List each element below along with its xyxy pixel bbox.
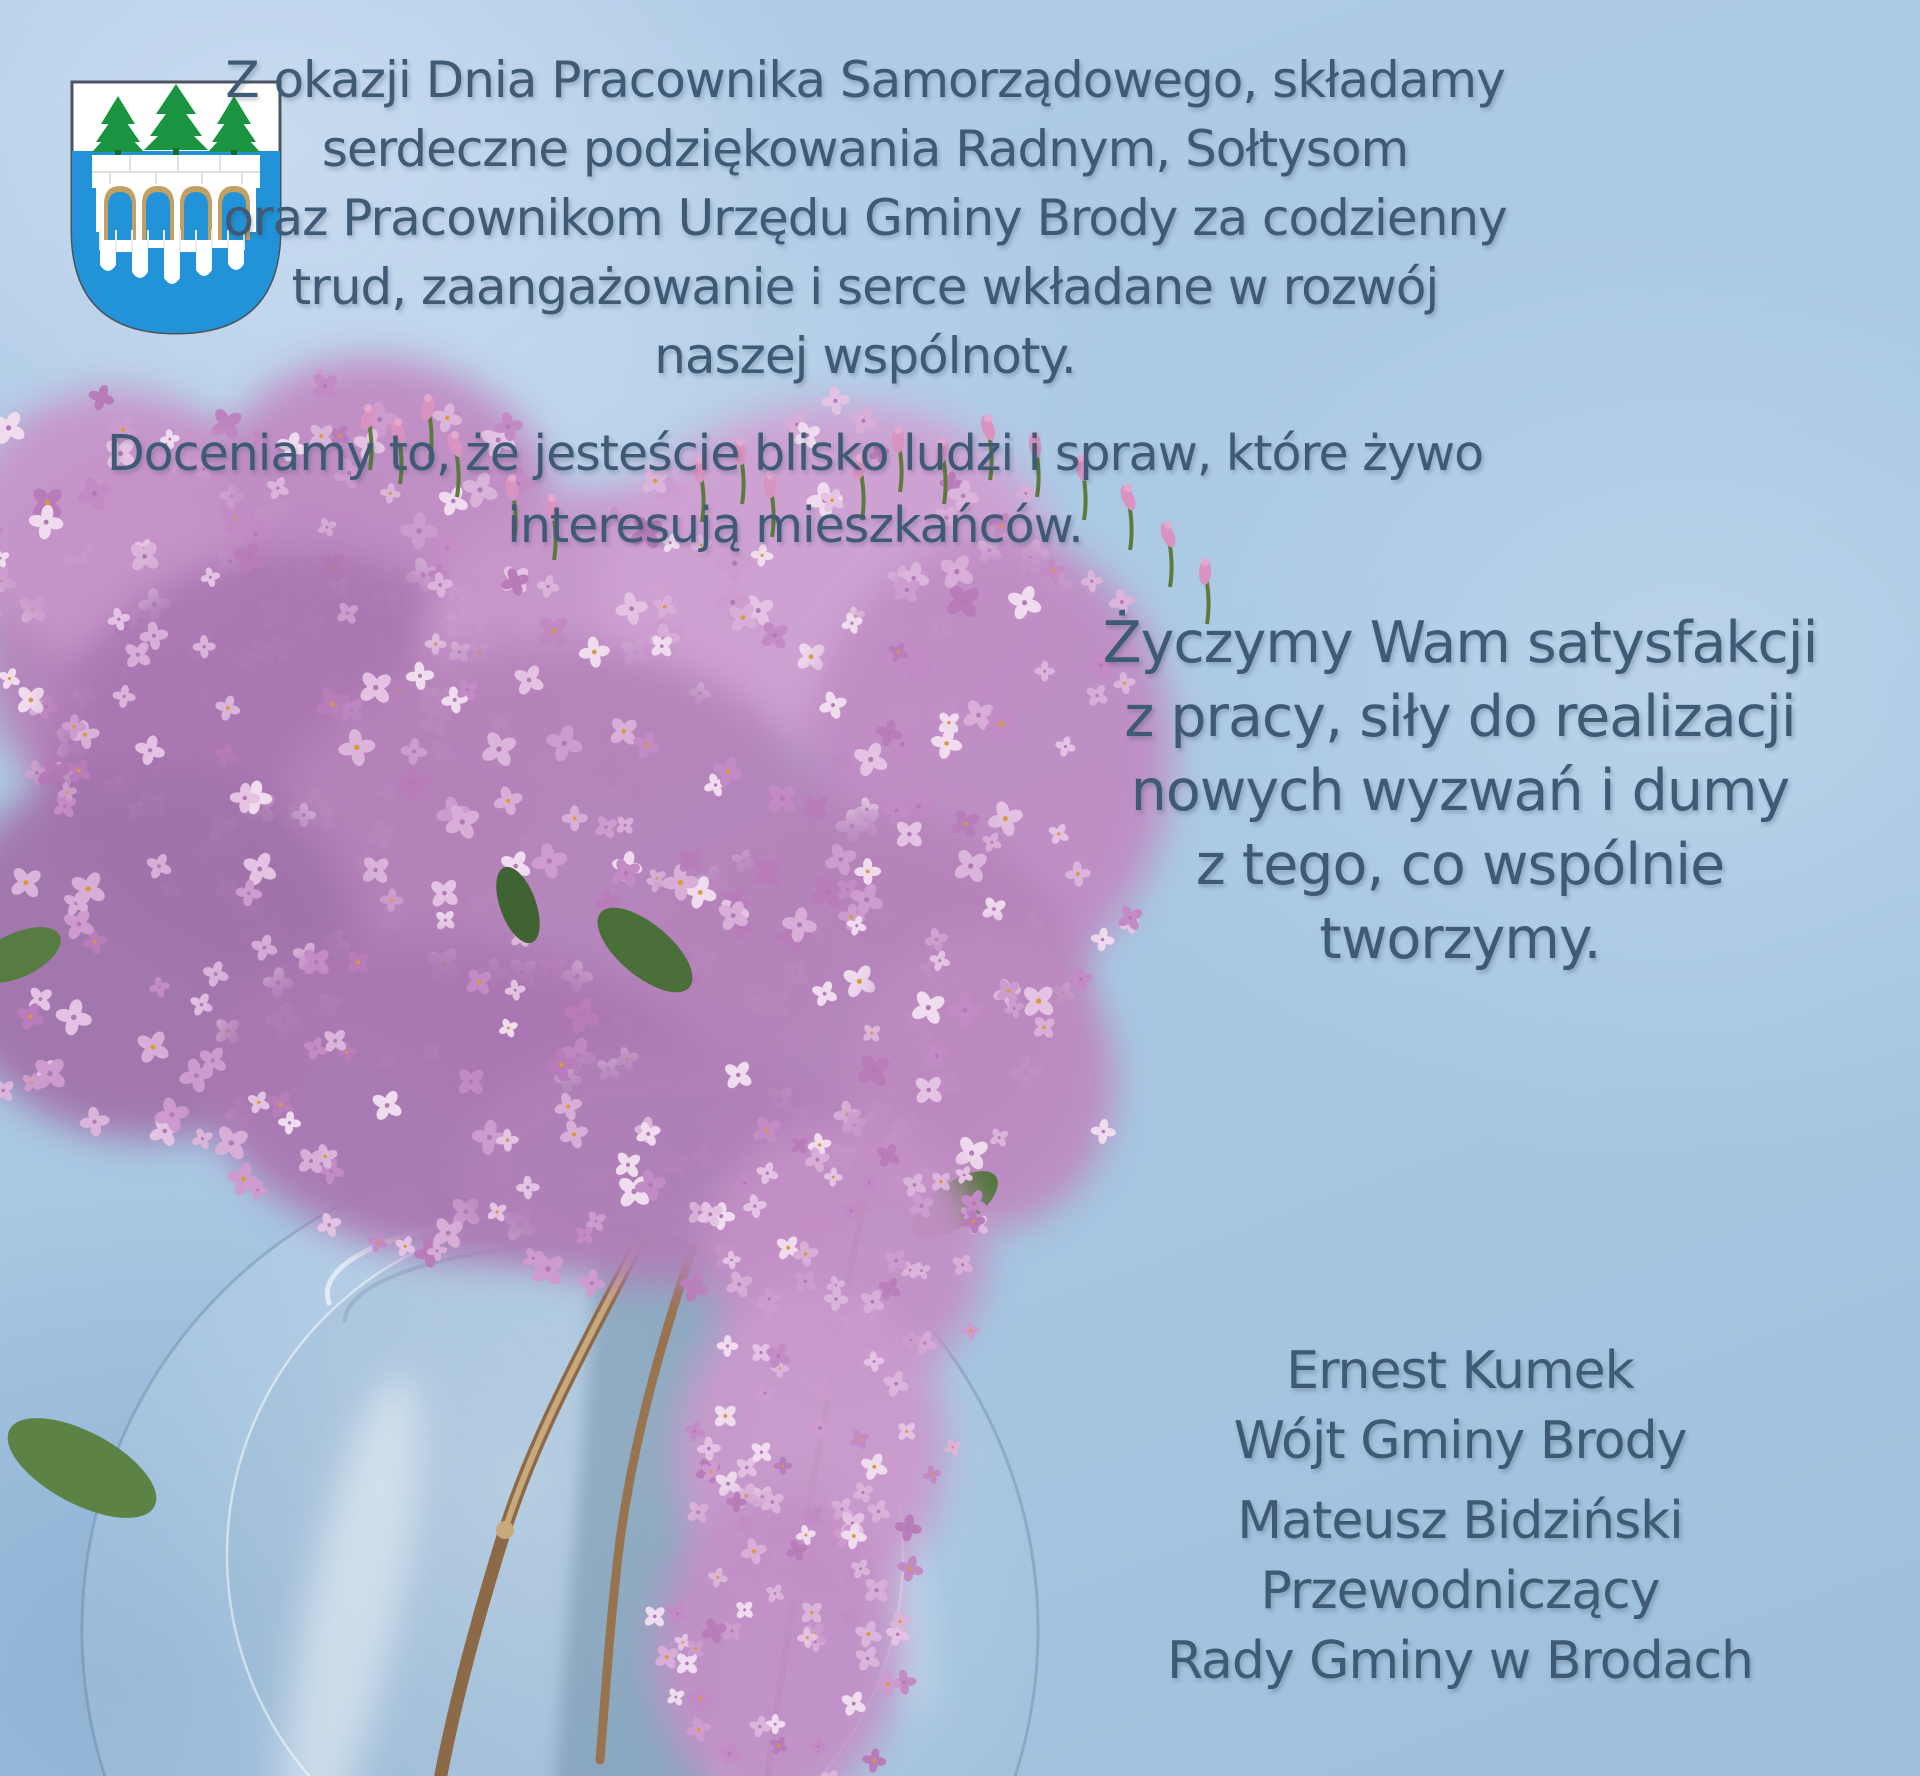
wishes-line: z tego, co wspólnie [1195, 832, 1725, 898]
greeting-line: naszej wspólnoty. [654, 327, 1076, 385]
signature-wojt [1080, 1336, 1840, 1476]
signature-title: Rady Gminy w Brodach [1166, 1631, 1754, 1691]
greeting-line: oraz Pracownikom Urzędu Gminy Brody za codzienny [223, 189, 1507, 247]
wishes-line: Życzymy Wam satysfakcji [1102, 610, 1818, 676]
signature-title: Wójt Gminy Brody [1233, 1411, 1687, 1471]
signature-przewodniczacy [1080, 1486, 1840, 1696]
signature-title: Przewodniczący [1260, 1561, 1660, 1621]
greeting-line: serdeczne podziękowania Radnym, Sołtysom [321, 120, 1409, 178]
wishes-line: nowych wyzwań i dumy [1130, 758, 1790, 824]
wishes-paragraph [1080, 606, 1840, 976]
signature-name: Mateusz Bidziński [1237, 1491, 1683, 1551]
greeting-line: trud, zaangażowanie i serce wkładane w rozwój [291, 258, 1439, 316]
appreciation-line: Doceniamy to, że jesteście blisko ludzi i spraw, które żywo [106, 425, 1484, 482]
wishes-line: z pracy, siły do realizacji [1124, 684, 1796, 750]
greeting-line: Z okazji Dnia Pracownika Samorządowego, składamy [225, 51, 1505, 109]
appreciation-paragraph [0, 418, 1590, 562]
appreciation-line: interesują mieszkańców. [507, 497, 1083, 554]
greeting-paragraph [0, 46, 1730, 391]
branch-knot [496, 1521, 514, 1539]
signature-name: Ernest Kumek [1286, 1341, 1634, 1401]
wishes-line: tworzymy. [1319, 906, 1601, 972]
